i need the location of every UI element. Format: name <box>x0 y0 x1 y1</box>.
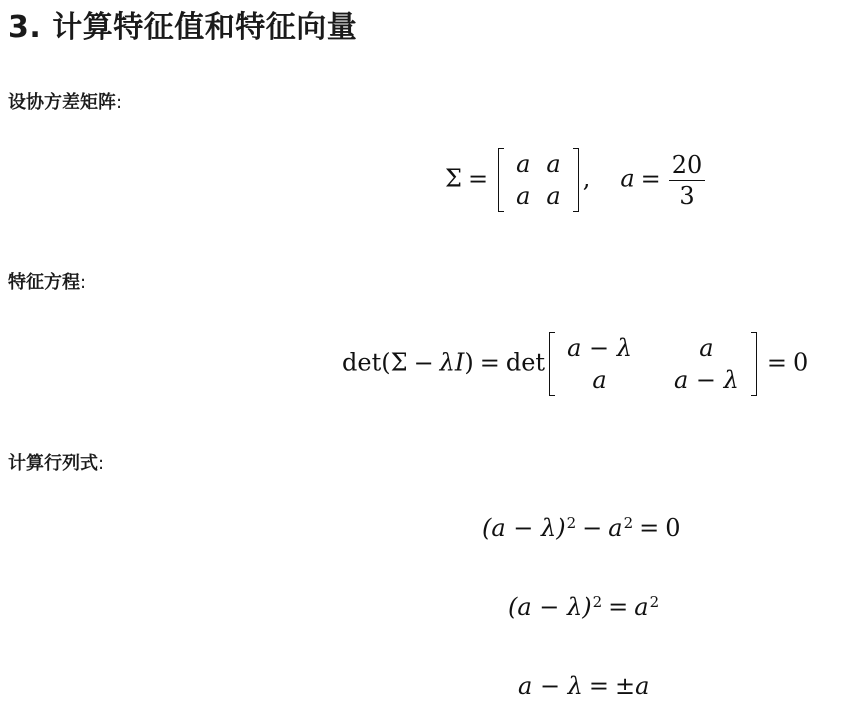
matrix-cell: a − λ <box>673 366 739 394</box>
equals-sign: = <box>479 348 500 377</box>
exponent: 2 <box>592 592 603 611</box>
covariance-label <box>8 90 122 116</box>
exponent: 2 <box>623 513 634 532</box>
zero: 0 <box>665 514 681 542</box>
char-eq-label-text: 特征方程 <box>8 272 80 293</box>
exponent: 2 <box>566 513 577 532</box>
variable-a: a <box>620 164 635 193</box>
determinant-line-3 <box>518 672 649 700</box>
det-operator: det <box>342 348 382 377</box>
determinant-line-1 <box>482 514 681 542</box>
determinant-label-text: 计算行列式 <box>8 453 98 474</box>
matrix-cell: a <box>516 150 531 178</box>
sigma-symbol: Σ <box>445 164 462 193</box>
matrix-cell: a − λ <box>567 334 632 362</box>
matrix-cell: a <box>699 334 714 362</box>
minus-sign: − <box>582 514 603 542</box>
determinant-label <box>8 451 104 477</box>
zero: 0 <box>792 348 809 377</box>
matrix-cell: a <box>592 366 607 394</box>
exponent: 2 <box>649 592 660 611</box>
lambda-symbol: λ <box>439 348 455 377</box>
fraction-numerator: 20 <box>669 150 706 181</box>
open-paren-sigma: (Σ <box>381 348 408 377</box>
covariance-matrix <box>498 148 579 212</box>
covariance-label-text: 设协方差矩阵 <box>8 92 116 113</box>
close-paren: ) <box>464 348 474 377</box>
minus-sign: − <box>413 348 434 377</box>
equals-sign: = <box>588 672 609 700</box>
identity-symbol: I <box>454 348 465 377</box>
determinant-line-2 <box>508 593 659 621</box>
variable-a: a <box>608 514 623 542</box>
expr-base: (a − λ) <box>508 593 592 621</box>
covariance-label-colon: : <box>116 92 123 113</box>
char-eq-label-colon: : <box>80 272 87 293</box>
expr-rhs: ±a <box>615 672 650 700</box>
det-operator: det <box>505 348 546 377</box>
fraction <box>669 150 706 211</box>
matrix-cell: a <box>546 150 561 178</box>
variable-a: a <box>634 593 649 621</box>
equals-sign: = <box>467 164 489 193</box>
equals-sign: = <box>766 348 787 377</box>
equals-sign: = <box>640 164 661 193</box>
section-heading: 3. 计算特征值和特征向量 <box>8 10 358 45</box>
char-matrix <box>549 332 757 396</box>
expr-lhs: a − λ <box>518 672 583 700</box>
comma: , <box>582 164 591 193</box>
covariance-equation <box>445 148 707 212</box>
fraction-denominator: 3 <box>679 181 695 210</box>
determinant-label-colon: : <box>98 453 105 474</box>
expr-base: (a − λ) <box>482 514 566 542</box>
equals-sign: = <box>608 593 629 621</box>
matrix-cell: a <box>546 182 561 210</box>
char-eq-label <box>8 270 86 296</box>
characteristic-equation <box>342 332 808 396</box>
matrix-cell: a <box>516 182 531 210</box>
equals-sign: = <box>639 514 660 542</box>
